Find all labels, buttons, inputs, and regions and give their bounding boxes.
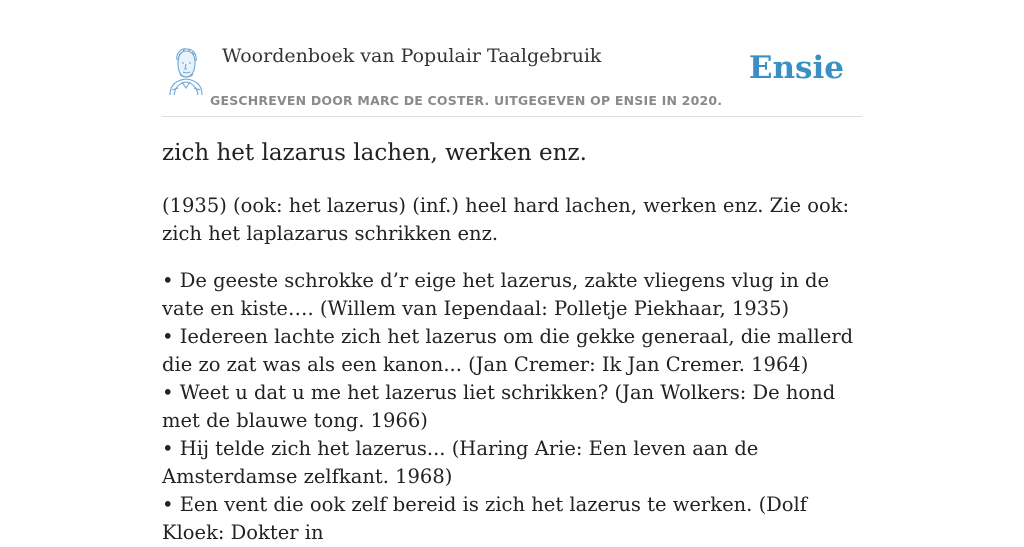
quote-list	[162, 267, 874, 547]
quote-item: • Een vent die ook zelf bereid is zich het lazerus te werken. (Dolf Kloek: Dokter in	[162, 493, 808, 544]
author-portrait-icon	[164, 46, 208, 96]
book-title[interactable]: Woordenboek van Populair Taalgebruik	[222, 45, 602, 67]
quote-item: • Iedereen lachte zich het lazerus om die gekke generaal, die mallerd die zo zat was als een kanon... (Jan Cremer: Ik Jan Cremer. 1964)	[162, 325, 854, 376]
entry-definition: (1935) (ook: het lazerus) (inf.) heel hard lachen, werken enz. Zie ook: zich het laplazarus schrikken enz.	[162, 194, 850, 245]
byline: GESCHREVEN DOOR MARC DE COSTER. UITGEGEVEN OP ENSIE IN 2020.	[210, 93, 723, 108]
brand-logo[interactable]: Ensie	[748, 50, 844, 86]
entry-title: zich het lazarus lachen, werken enz.	[162, 140, 587, 166]
header	[162, 0, 862, 117]
quote-item: • De geeste schrokke d’r eige het lazerus, zakte vliegens vlug in de vate en kiste…. (Willem van Iependaal: Polletje Piekhaar, 1935)	[162, 269, 830, 320]
quote-item: • Hij telde zich het lazerus... (Haring Arie: Een leven aan de Amsterdamse zelfkant. 1968)	[162, 437, 759, 488]
quote-item: • Weet u dat u me het lazerus liet schrikken? (Jan Wolkers: De hond met de blauwe tong. 1966)	[162, 381, 836, 432]
page	[162, 0, 862, 544]
